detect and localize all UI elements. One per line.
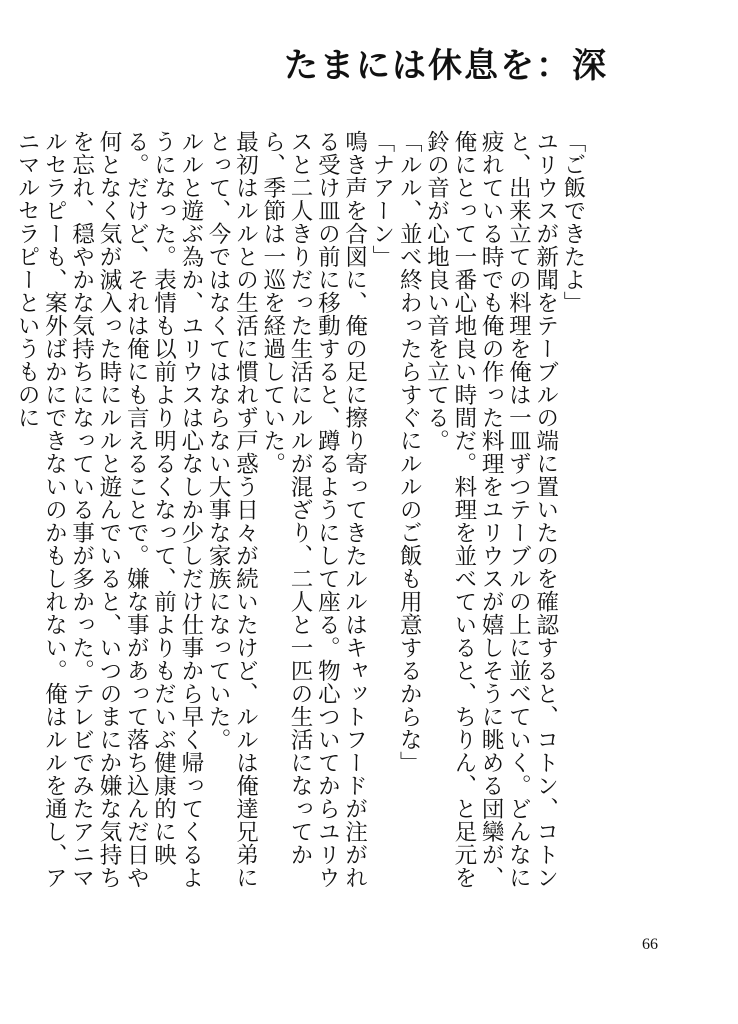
paragraph: 「ナアーン」	[368, 130, 395, 268]
paragraph: 最初はルルとの生活に慣れず戸惑う日々が続いたけど、ルルは俺達兄弟にとって、今ではなくてはならない大事な家族になっていた。	[205, 130, 259, 889]
paragraph: ユリウスが新聞をテーブルの端に置いたのを確認すると、コトン、コトンと、出来立ての料理を俺は一皿ずつテーブルの上に並べていく。どんなに疲れている時でも俺の作った料理をユリウスが嬉しそうに眺める団欒が、俺にとって一番心地良い時間だ。料理を並べていると、ちりん、と足元を鈴の音が心地良い音を立てる。	[423, 130, 559, 889]
page-number: 66	[642, 936, 658, 953]
chapter-title: たまには休息を：深	[284, 46, 608, 86]
paragraph: 「ご飯できたよ」	[560, 130, 586, 314]
paragraph: 「ルル、並べ終わったらすぐにルルのご飯も用意するからな」	[396, 130, 423, 774]
paragraph: ルルと遊ぶ為か、ユリウスは心なしか少しだけ仕事から早く帰ってくるようになった。表情も以前より明るくなって、前よりもだいぶ健康的に映る。だけど、それは俺にも言えることで。嫌な事があって落ち込んだ日や何となく気が滅入った時にルルと遊んでいると、いつのまにか嫌な気持ちを忘れ、穏やかな気持ちになっている事が多かった。テレビでみたアニマルセラピーも、案外ばかにできないのかもしれない。俺はルルを通し、アニマルセラピーというものに	[14, 130, 204, 889]
vertical-body-text	[14, 130, 586, 910]
paragraph: 鳴き声を合図に、俺の足に擦り寄ってきたルルはキャットフードが注がれる受け皿の前に移動すると、蹲るようにして座る。物心ついてからユリウスと二人きりだった生活にルルが混ざり、二人と一匹の生活になってから、季節は一巡を経過していた。	[259, 130, 368, 889]
